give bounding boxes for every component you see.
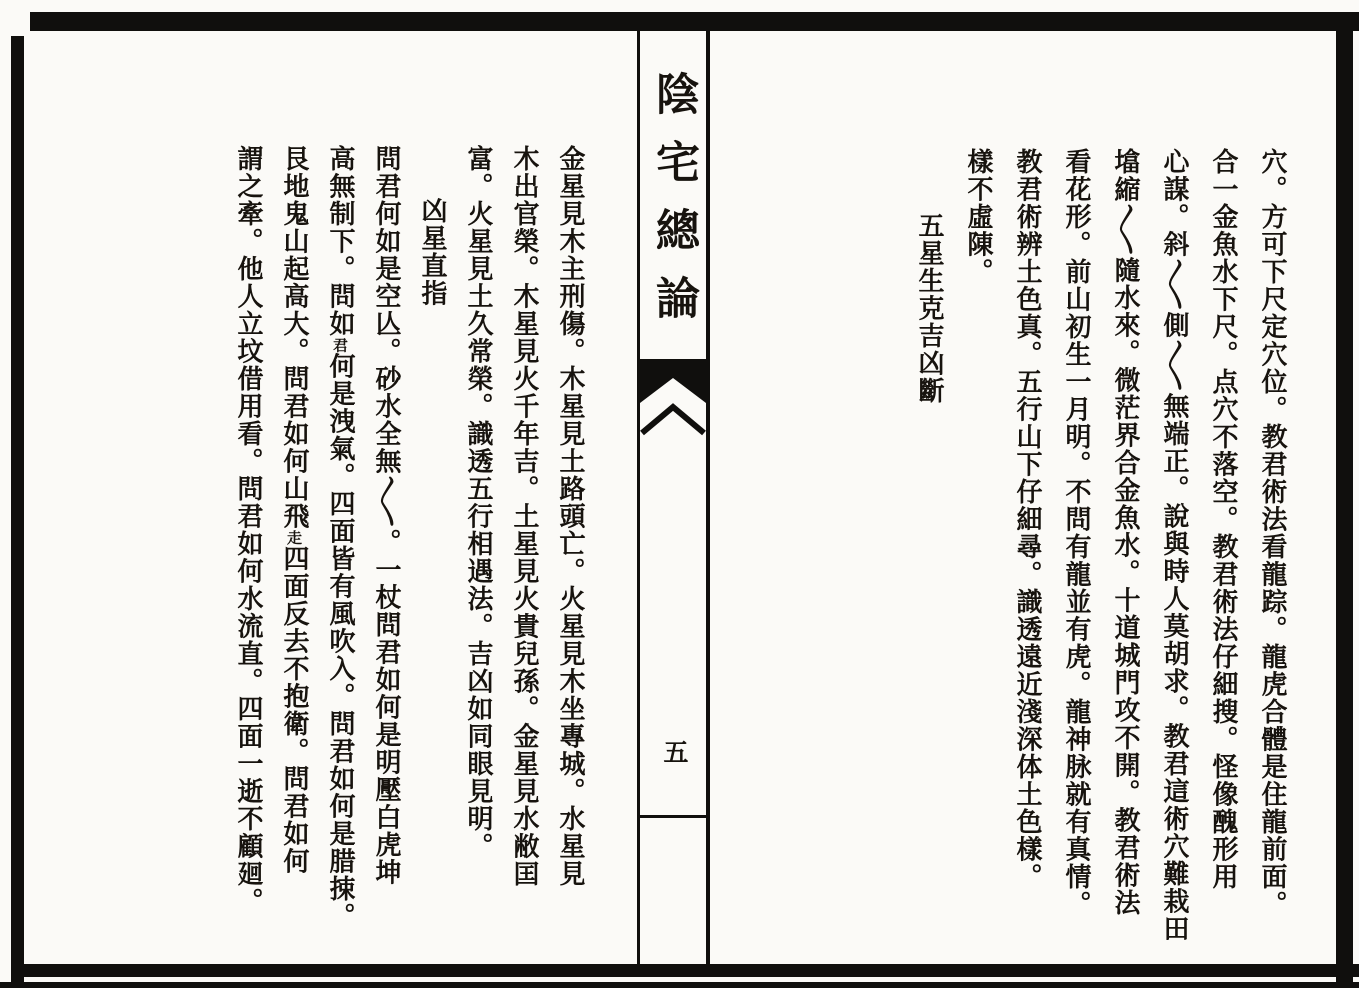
text-column: [233, 145, 263, 981]
column-text-run: 富。火星見土久常榮。識透五行相遇法。吉凶如同眼見明。: [463, 145, 493, 860]
column-text-run: 五星生克吉凶斷: [914, 212, 944, 405]
text-column: [1208, 148, 1238, 980]
left-page-text-block: [217, 145, 601, 981]
column-text-run: 金星見木主刑傷。木星見土路頭亡。火星見木坐專城。水星見: [555, 145, 585, 888]
text-column: [963, 148, 993, 980]
column-text-run: 凶星直指: [417, 197, 447, 307]
column-text-run: 樣不虛陳。: [963, 148, 993, 286]
column-text-run: 謂之牽。他人立坟借用看。問君如何水流直。四面一逝不顧廻。: [233, 145, 263, 915]
page-bottom-edge: [0, 982, 1359, 988]
section-heading-column: [417, 145, 447, 981]
frame-border-left: [11, 36, 24, 988]
column-text-run: 墖縮〱隨水來。微茫界合金魚水。十道城門攻不開。教君術法: [1110, 148, 1140, 917]
spine-divider-line: [640, 815, 706, 818]
text-column: [371, 145, 401, 981]
text-column: [1061, 148, 1091, 980]
frame-border-right: [1336, 12, 1353, 988]
interlinear-small-char: 走: [285, 530, 303, 545]
text-column: [555, 145, 585, 981]
spine-column: [637, 31, 710, 964]
text-column: [1012, 148, 1042, 980]
page-number: 五: [663, 738, 689, 767]
text-column: [1110, 148, 1140, 980]
section-heading-column: [914, 148, 944, 980]
text-column: [1159, 148, 1189, 980]
column-text-run: 艮地鬼山起高大。問君如何山飛: [279, 145, 309, 530]
text-column: [509, 145, 539, 981]
text-column: [279, 145, 309, 981]
book-title: 陰宅總論: [648, 71, 699, 343]
fishtail-icon: [640, 359, 706, 445]
frame-border-top: [30, 12, 1359, 31]
column-text-run: 教君術辨土色真。五行山下仔細尋。識透遠近淺深体土色樣。: [1012, 148, 1042, 891]
text-column: [1257, 148, 1287, 980]
column-text-run: 四面反去不抱衛。問君如何: [279, 545, 309, 875]
text-column: [325, 145, 355, 981]
column-text-run: 問君何如是空亾。砂水全無〱。一杖問君如何是明壓白虎坤: [371, 145, 401, 886]
interlinear-small-char: 君: [331, 337, 349, 353]
column-text-run: 木出官榮。木星見火千年吉。土星見火貴兒孫。金星見水敝囯: [509, 145, 539, 888]
column-text-run: 心謀。斜〱側〱無端正。說與時人莫胡求。教君這術穴難栽田: [1159, 148, 1189, 943]
column-text-run: 看花形。前山初生一月明。不問有龍並有虎。龍神脉就有真情。: [1061, 148, 1091, 918]
column-text-run: 穴。方可下尺定穴位。教君術法看龍踪。龍虎合體是住龍前面。: [1257, 148, 1287, 918]
text-column: [463, 145, 493, 981]
column-text-run: 何是洩氣。四面皆有風吹入。問君如何是腊捒。: [325, 352, 355, 930]
column-text-run: 高無制下。問如: [325, 145, 355, 338]
right-page-text-block: [895, 148, 1306, 980]
column-text-run: 合一金魚水下尺。点穴不落空。教君術法仔細搜。怪像醜形用: [1208, 148, 1238, 891]
